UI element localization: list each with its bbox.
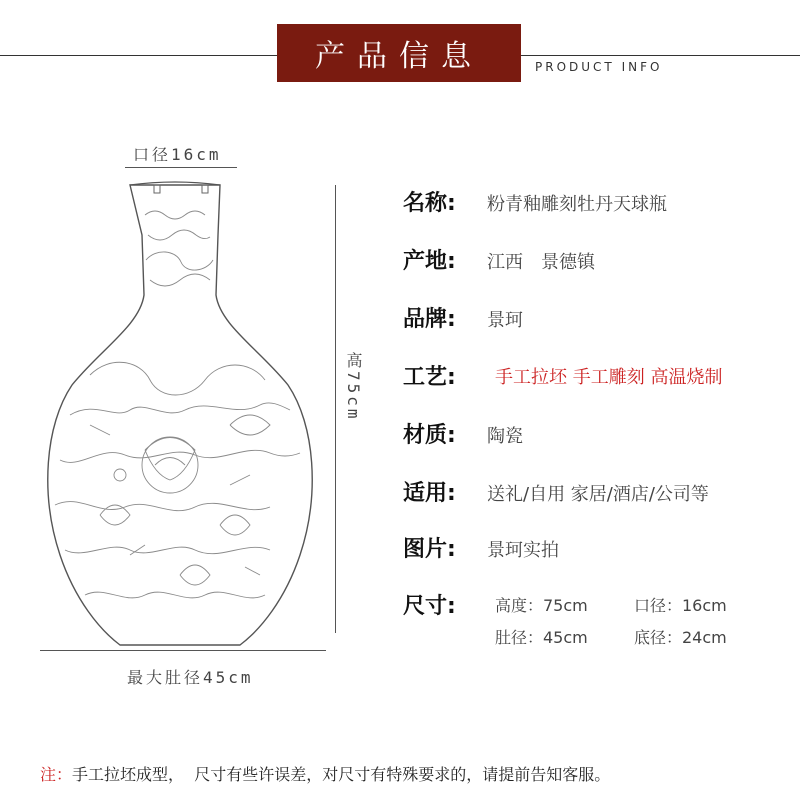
size-height: 高度：75cm <box>495 596 588 615</box>
belly-dimension-line <box>40 650 326 651</box>
spec-label-photo: 图片: <box>403 537 456 562</box>
spec-value-photo: 景珂实拍 <box>487 540 559 561</box>
footnote <box>40 762 610 785</box>
spec-label-size: 尺寸: <box>403 594 456 619</box>
height-dimension-label: 高75cm <box>344 352 363 422</box>
spec-label-brand: 品牌: <box>403 307 456 332</box>
section-title: 产品信息 <box>277 24 521 82</box>
spec-value-origin: 江西 景德镇 <box>487 252 595 273</box>
spec-value-material: 陶瓷 <box>487 426 523 447</box>
belly-dimension-label: 最大肚径45cm <box>127 668 254 687</box>
footnote-text: 手工拉坯成型， 尺寸有些许误差，对尺寸有特殊要求的，请提前告知客服。 <box>72 765 611 784</box>
spec-label-material: 材质: <box>403 423 456 448</box>
spec-value-brand: 景珂 <box>487 310 523 331</box>
spec-label-usage: 适用: <box>403 481 456 506</box>
spec-label-craft: 工艺: <box>403 365 456 390</box>
size-mouth: 口径：16cm <box>634 596 727 615</box>
mouth-dimension-label: 口径16cm <box>133 145 222 164</box>
mouth-dimension-line <box>125 167 237 168</box>
size-belly: 肚径：45cm <box>495 628 588 647</box>
vase-image <box>30 175 330 655</box>
spec-value-craft: 手工拉坯 手工雕刻 高温烧制 <box>495 367 723 388</box>
vase-outline <box>48 185 312 645</box>
spec-value-usage: 送礼/自用 家居/酒店/公司等 <box>487 484 709 505</box>
section-subtitle: PRODUCT INFO <box>535 60 663 74</box>
header-rule-left <box>0 55 278 56</box>
header-rule-right <box>520 55 800 56</box>
size-bottom: 底径：24cm <box>634 628 727 647</box>
footnote-label: 注： <box>40 765 73 784</box>
spec-label-name: 名称: <box>403 191 456 216</box>
spec-value-name: 粉青釉雕刻牡丹天球瓶 <box>487 194 667 215</box>
spec-label-origin: 产地: <box>403 249 456 274</box>
height-dimension-line <box>335 185 336 633</box>
